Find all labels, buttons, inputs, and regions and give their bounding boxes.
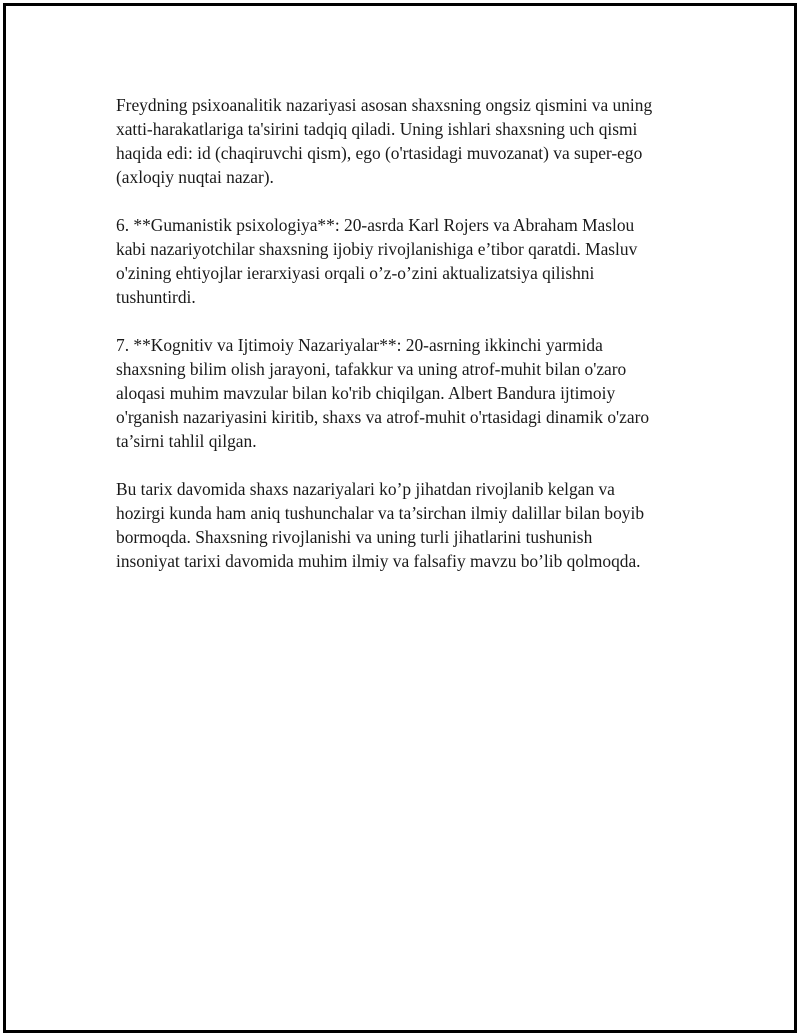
text-line: xatti-harakatlariga ta'sirini tadqiq qiladi. Uning ishlari shaxsning uch qismi — [116, 119, 638, 139]
document-body — [116, 93, 696, 597]
text-line: shaxsning bilim olish jarayoni, tafakkur va uning atrof-muhit bilan o'zaro — [116, 359, 627, 379]
text-line: haqida edi: id (chaqiruvchi qism), ego (o'rtasidagi muvozanat) va super-ego — [116, 143, 643, 163]
text-line: 7. **Kognitiv va Ijtimoiy Nazariyalar**: 20-asrning ikkinchi yarmida — [116, 335, 603, 355]
paragraph-cognitive — [116, 333, 696, 453]
text-line: kabi nazariyotchilar shaxsning ijobiy rivojlanishiga e’tibor qaratdi. Masluv — [116, 239, 638, 259]
text-line: insoniyat tarixi davomida muhim ilmiy va falsafiy mavzu bo’lib qolmoqda. — [116, 551, 641, 571]
paragraph-humanistic — [116, 213, 696, 309]
text-line: hozirgi kunda ham aniq tushunchalar va ta’sirchan ilmiy dalillar bilan boyib — [116, 503, 645, 523]
paragraph-conclusion — [116, 477, 696, 573]
text-line: 6. **Gumanistik psixologiya**: 20-asrda Karl Rojers va Abraham Maslou — [116, 215, 635, 235]
text-line: o'rganish nazariyasini kiritib, shaxs va atrof-muhit o'rtasidagi dinamik o'zaro — [116, 407, 650, 427]
text-line: Freydning psixoanalitik nazariyasi asosan shaxsning ongsiz qismini va uning — [116, 95, 653, 115]
text-line: aloqasi muhim mavzular bilan ko'rib chiqilgan. Albert Bandura ijtimoiy — [116, 383, 616, 403]
text-line: ta’sirni tahlil qilgan. — [116, 431, 257, 451]
paragraph-freud — [116, 93, 696, 189]
text-line: (axloqiy nuqtai nazar). — [116, 167, 274, 187]
text-line: o'zining ehtiyojlar ierarxiyasi orqali o’z-o’zini aktualizatsiya qilishni — [116, 263, 595, 283]
text-line: bormoqda. Shaxsning rivojlanishi va uning turli jihatlarini tushunish — [116, 527, 593, 547]
text-line: Bu tarix davomida shaxs nazariyalari ko’p jihatdan rivojlanib kelgan va — [116, 479, 615, 499]
text-line: tushuntirdi. — [116, 287, 196, 307]
